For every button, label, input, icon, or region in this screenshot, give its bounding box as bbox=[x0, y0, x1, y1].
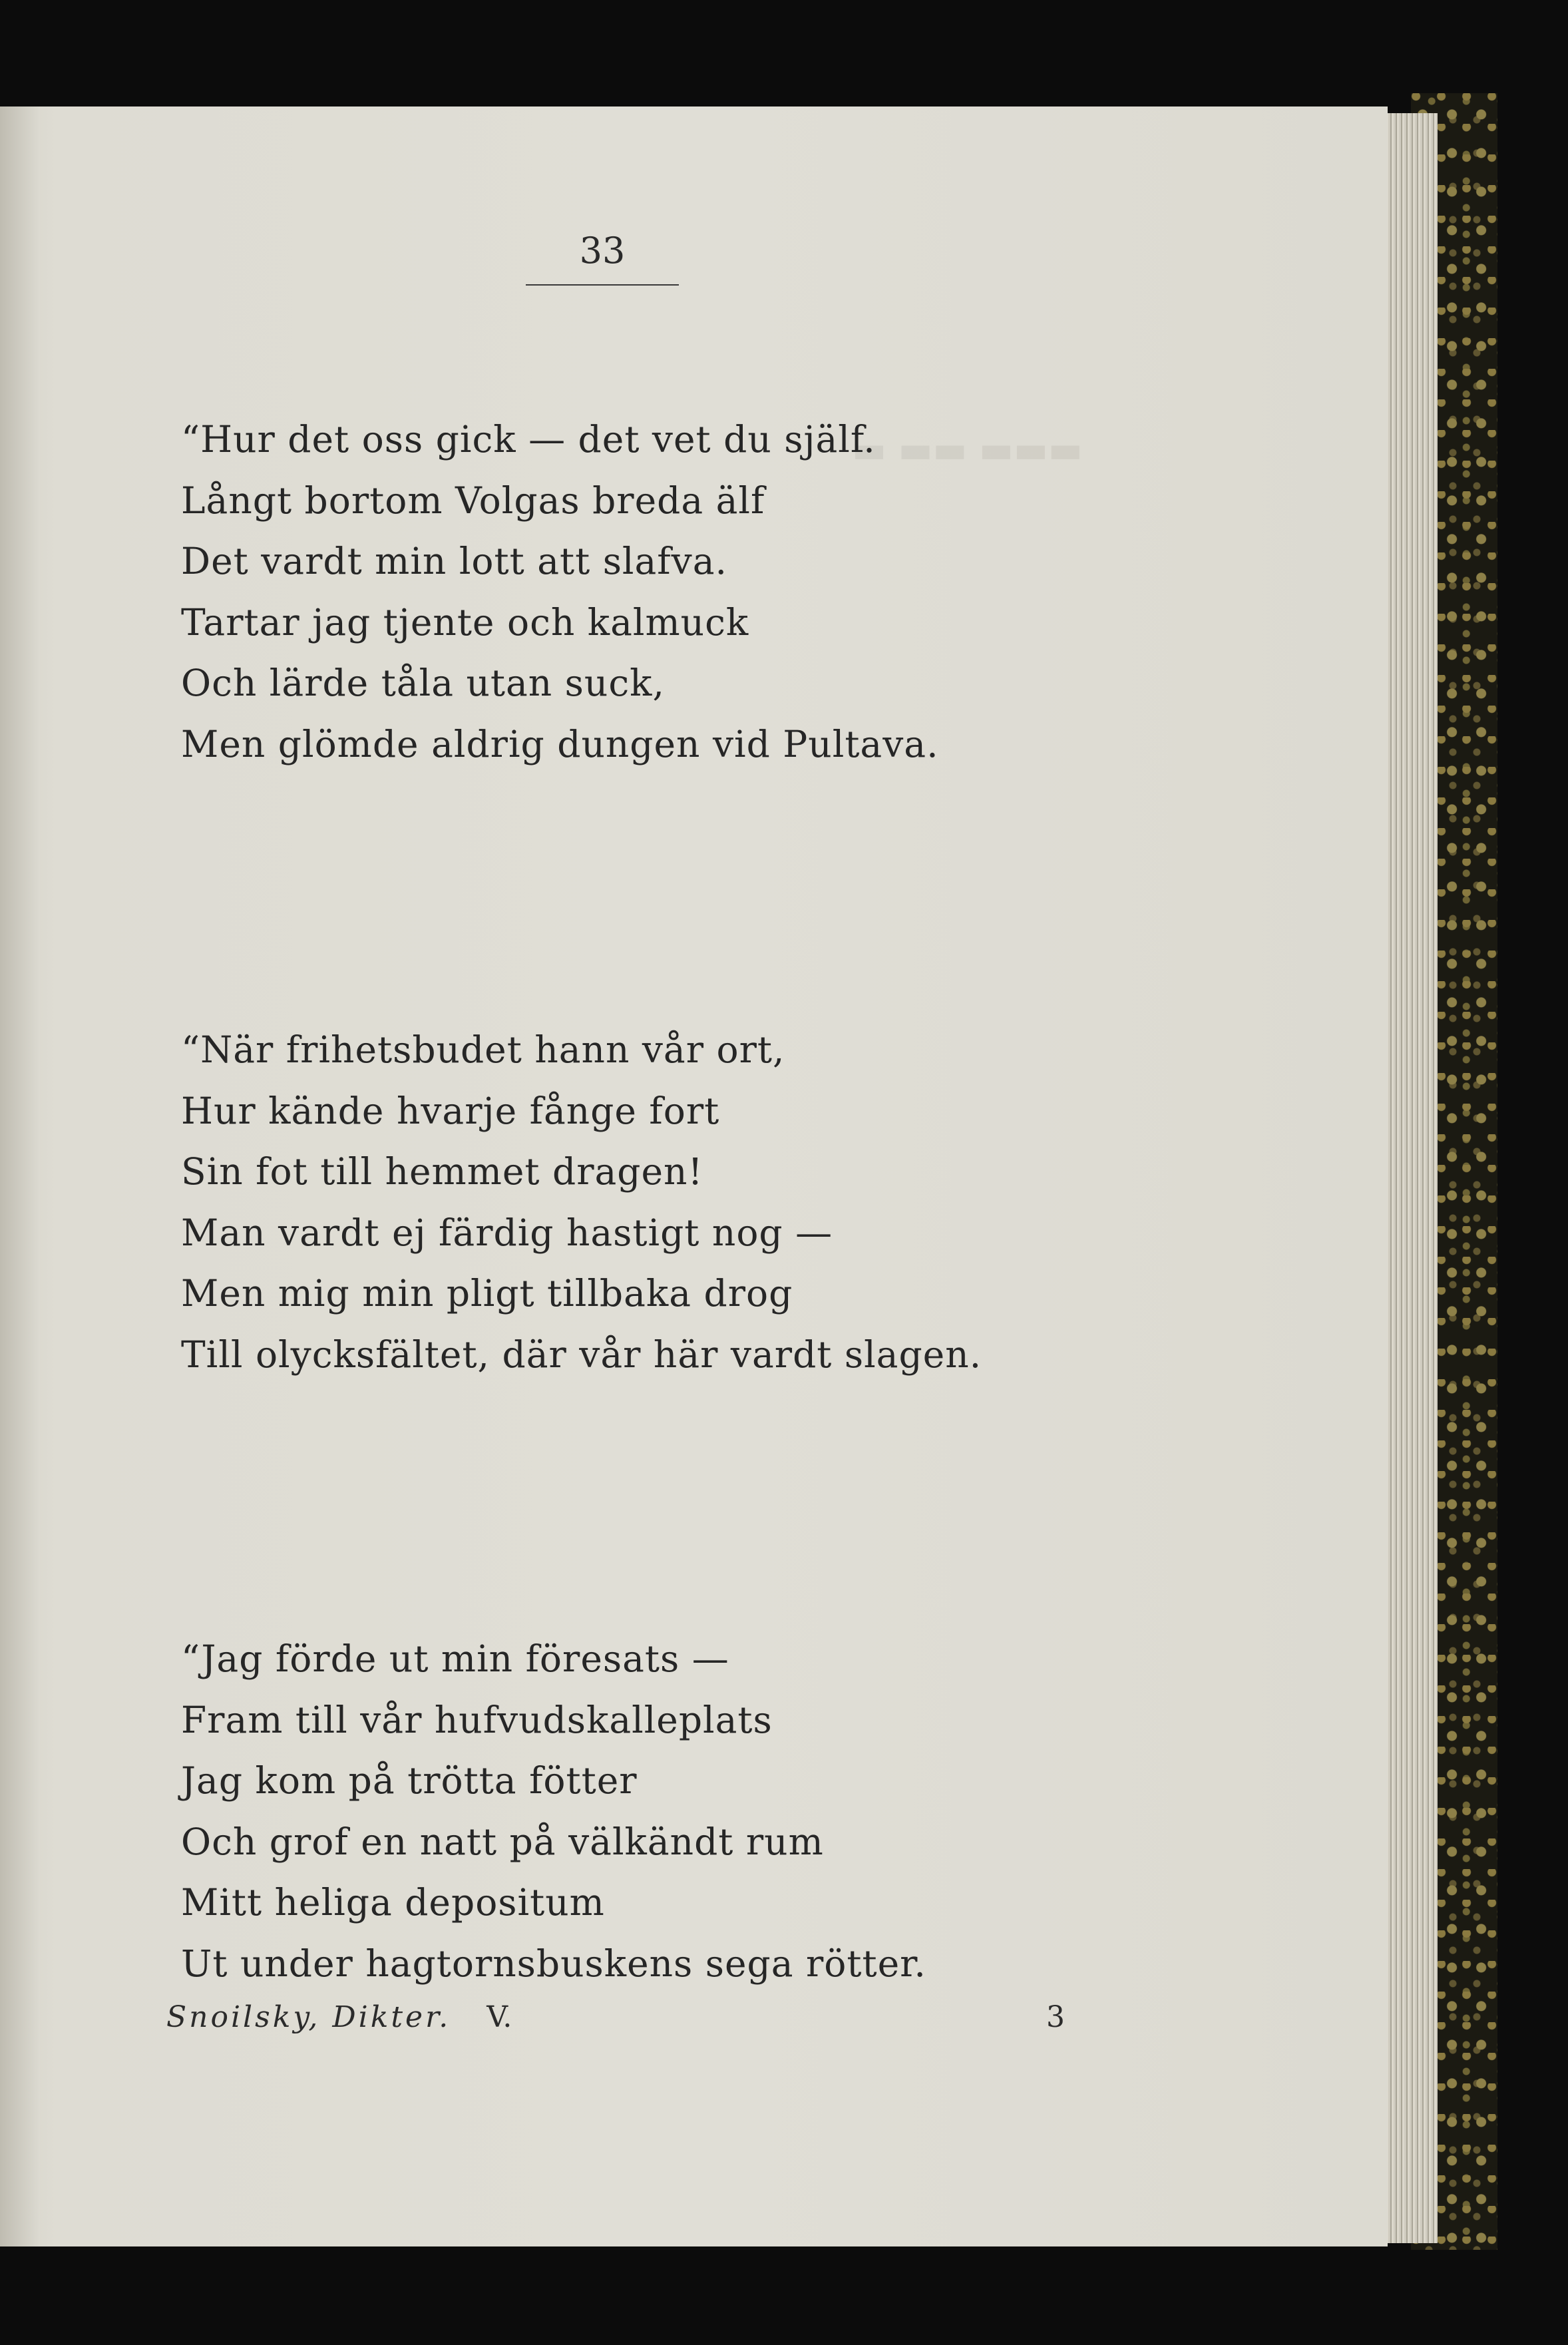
verse-line: “När frihetsbudet hann vår ort, bbox=[181, 1028, 785, 1071]
verse-line: Fram till vår hufvudskalleplats bbox=[181, 1698, 773, 1741]
verse-line: Mitt heliga depositum bbox=[181, 1881, 605, 1924]
stanza-1 bbox=[181, 409, 939, 775]
verse-line: Man vardt ej färdig hastigt nog — bbox=[181, 1211, 833, 1254]
sheet-number: 3 bbox=[1046, 2000, 1065, 2034]
verse-line: “Jag förde ut min föresats — bbox=[181, 1637, 729, 1680]
verse-line: Men glömde aldrig dungen vid Pultava. bbox=[181, 722, 939, 765]
page-footer bbox=[166, 2000, 1078, 2034]
stanza-2 bbox=[181, 1020, 982, 1385]
verse-line: Och grof en natt på välkändt rum bbox=[181, 1820, 824, 1863]
verse-line: “Hur det oss gick — det vet du själf. bbox=[181, 418, 876, 461]
page-number: 33 bbox=[579, 230, 626, 272]
verse-line: Hur kände hvarje fånge fort bbox=[181, 1089, 720, 1132]
verse-line: Jag kom på trötta fötter bbox=[181, 1759, 638, 1802]
verse-line: Ut under hagtornsbuskens sega rötter. bbox=[181, 1942, 926, 1985]
printer-signature: Snoilsky, Dikter. bbox=[166, 2000, 451, 2034]
stanza-3 bbox=[181, 1629, 926, 1994]
show-through: ▬ ▬▬ ▬▬▬ bbox=[852, 428, 1083, 471]
page-number-rule bbox=[526, 284, 679, 286]
verse-line: Långt bortom Volgas breda älf bbox=[181, 479, 765, 522]
verse-line: Till olycksfältet, där vår här vardt slagen. bbox=[181, 1333, 982, 1376]
page-gutter bbox=[0, 107, 40, 2246]
volume-number: V. bbox=[487, 2000, 512, 2034]
verse-line: Och lärde tåla utan suck, bbox=[181, 662, 665, 704]
verse-line: Tartar jag tjente och kalmuck bbox=[181, 600, 749, 644]
verse-line: Sin fot till hemmet dragen! bbox=[181, 1150, 703, 1193]
verse-line: Men mig min pligt tillbaka drog bbox=[181, 1272, 793, 1315]
book-page bbox=[0, 107, 1388, 2246]
verse-line: Det vardt min lott att slafva. bbox=[181, 540, 728, 582]
